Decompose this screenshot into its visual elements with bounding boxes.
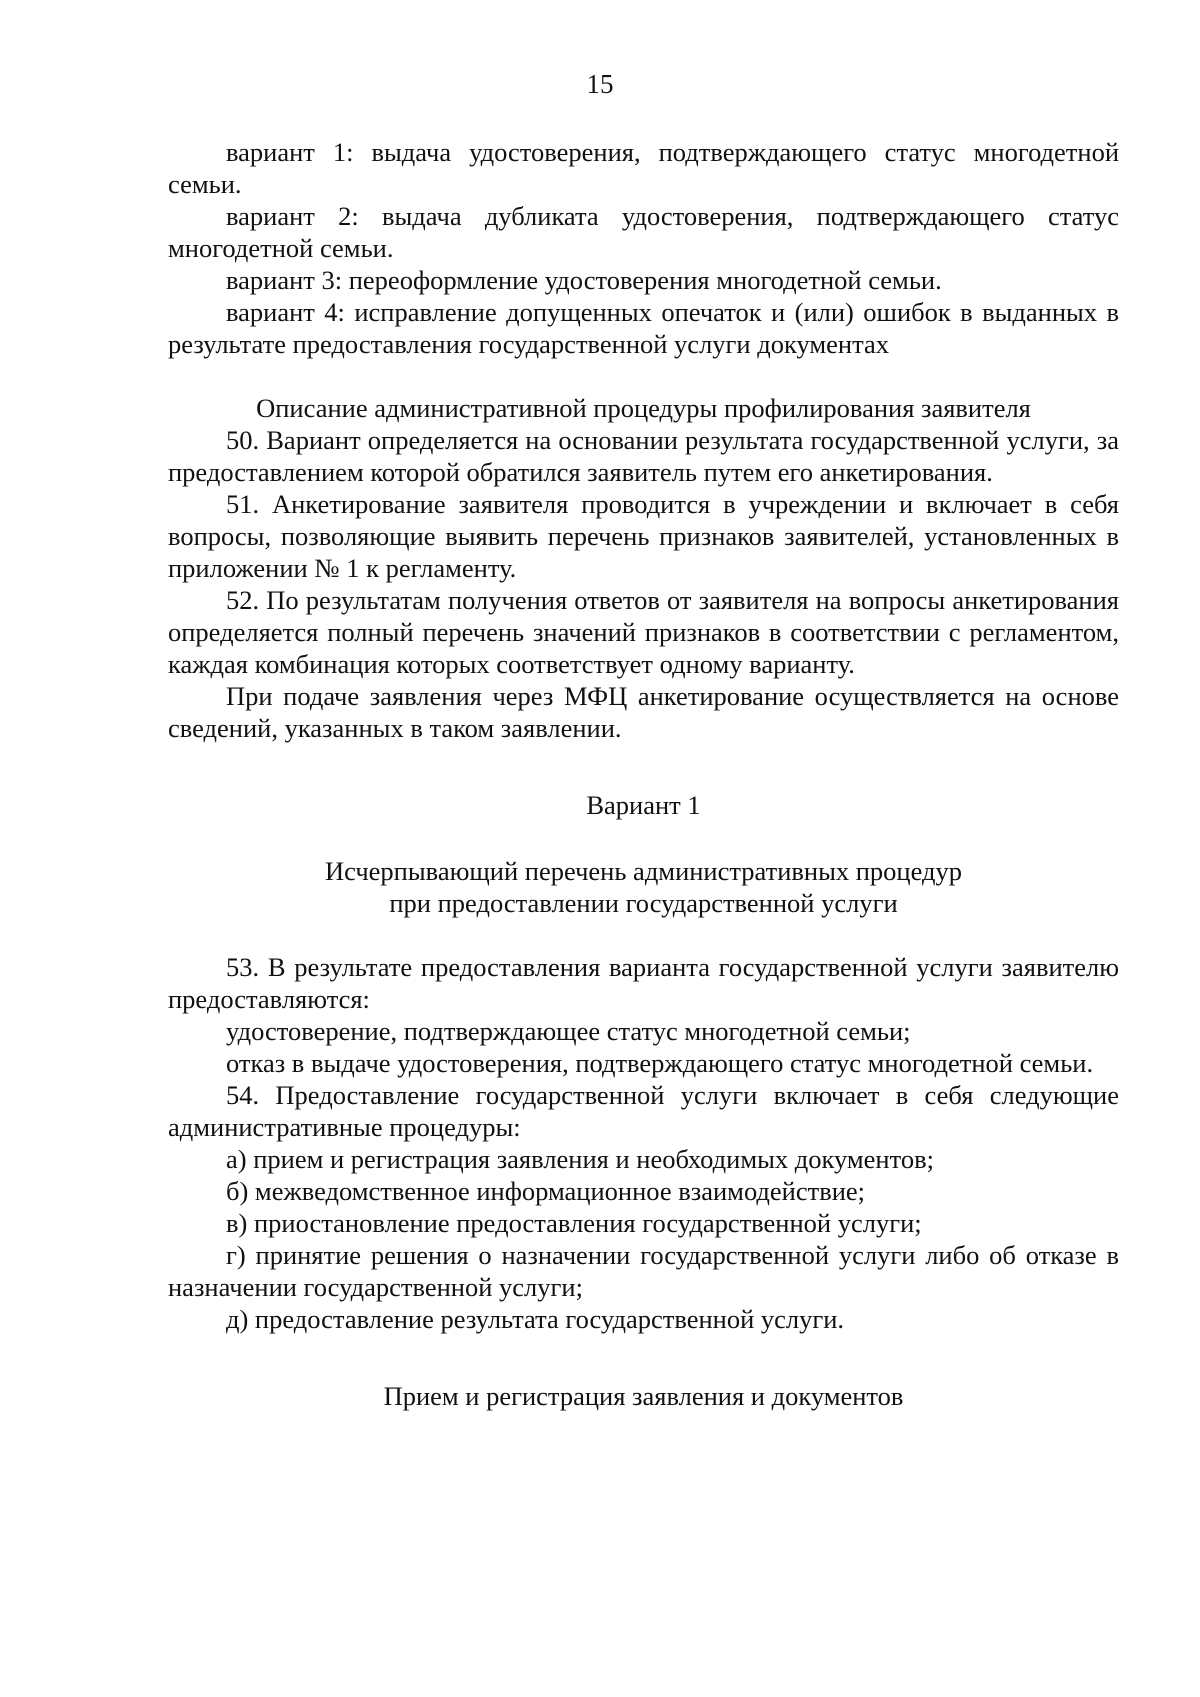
profiling-heading: Описание административной процедуры профилирования заявителя [256, 393, 1031, 423]
paragraph-51: 51. Анкетирование заявителя проводится в учреждении и включает в себя вопросы, позволяющие выявить перечень признаков заявителей, установленных в приложении № 1 к регламенту. [168, 489, 1119, 583]
procedure-item-a: а) прием и регистрация заявления и необходимых документов; [226, 1144, 934, 1174]
paragraph-54: 54. Предоставление государственной услуги включает в себя следующие административные процедуры: [168, 1080, 1119, 1142]
paragraph-52: 52. По результатам получения ответов от заявителя на вопросы анкетирования определяется полный перечень значений признаков в соответствии с регламентом, каждая комбинация которых соответствует одному варианту. [168, 585, 1119, 679]
paragraph-50: 50. Вариант определяется на основании результата государственной услуги, за предоставлением которой обратился заявитель путем его анкетирования. [168, 425, 1119, 487]
result-item-1: удостоверение, подтверждающее статус многодетной семьи; [226, 1016, 911, 1046]
variant-item-4: вариант 4: исправление допущенных опечаток и (или) ошибок в выданных в результате предоставления государственной услуги документах [168, 297, 1119, 359]
procedure-item-g: г) принятие решения о назначении государственной услуги либо об отказе в назначении государственной услуги; [168, 1240, 1119, 1302]
variant1-heading: Вариант 1 [586, 790, 701, 820]
document-body [168, 136, 1119, 1412]
paragraph-53: 53. В результате предоставления варианта государственной услуги заявителю предоставляются: [168, 952, 1119, 1014]
result-item-2: отказ в выдаче удостоверения, подтверждающего статус многодетной семьи. [226, 1048, 1094, 1078]
variant-item-2: вариант 2: выдача дубликата удостоверения, подтверждающего статус многодетной семьи. [168, 201, 1119, 263]
variant1-subheading-line1: Исчерпывающий перечень административных процедур [324, 856, 963, 886]
variant1-subheading [168, 855, 1119, 919]
paragraph-mfc: При подаче заявления через МФЦ анкетирование осуществляется на основе сведений, указанных в таком заявлении. [168, 681, 1119, 743]
page-number: 15 [586, 69, 614, 99]
variant-item-1: вариант 1: выдача удостоверения, подтверждающего статус многодетной семьи. [168, 137, 1119, 199]
procedure-item-d: д) предоставление результата государственной услуги. [226, 1304, 845, 1334]
procedure-item-v: в) приостановление предоставления государственной услуги; [226, 1208, 922, 1238]
procedure-item-b: б) межведомственное информационное взаимодействие; [226, 1176, 866, 1206]
variant-item-3: вариант 3: переоформление удостоверения многодетной семьи. [226, 265, 942, 295]
reception-heading: Прием и регистрация заявления и документов [383, 1381, 904, 1411]
variant1-subheading-line2: при предоставлении государственной услуги [389, 888, 898, 918]
